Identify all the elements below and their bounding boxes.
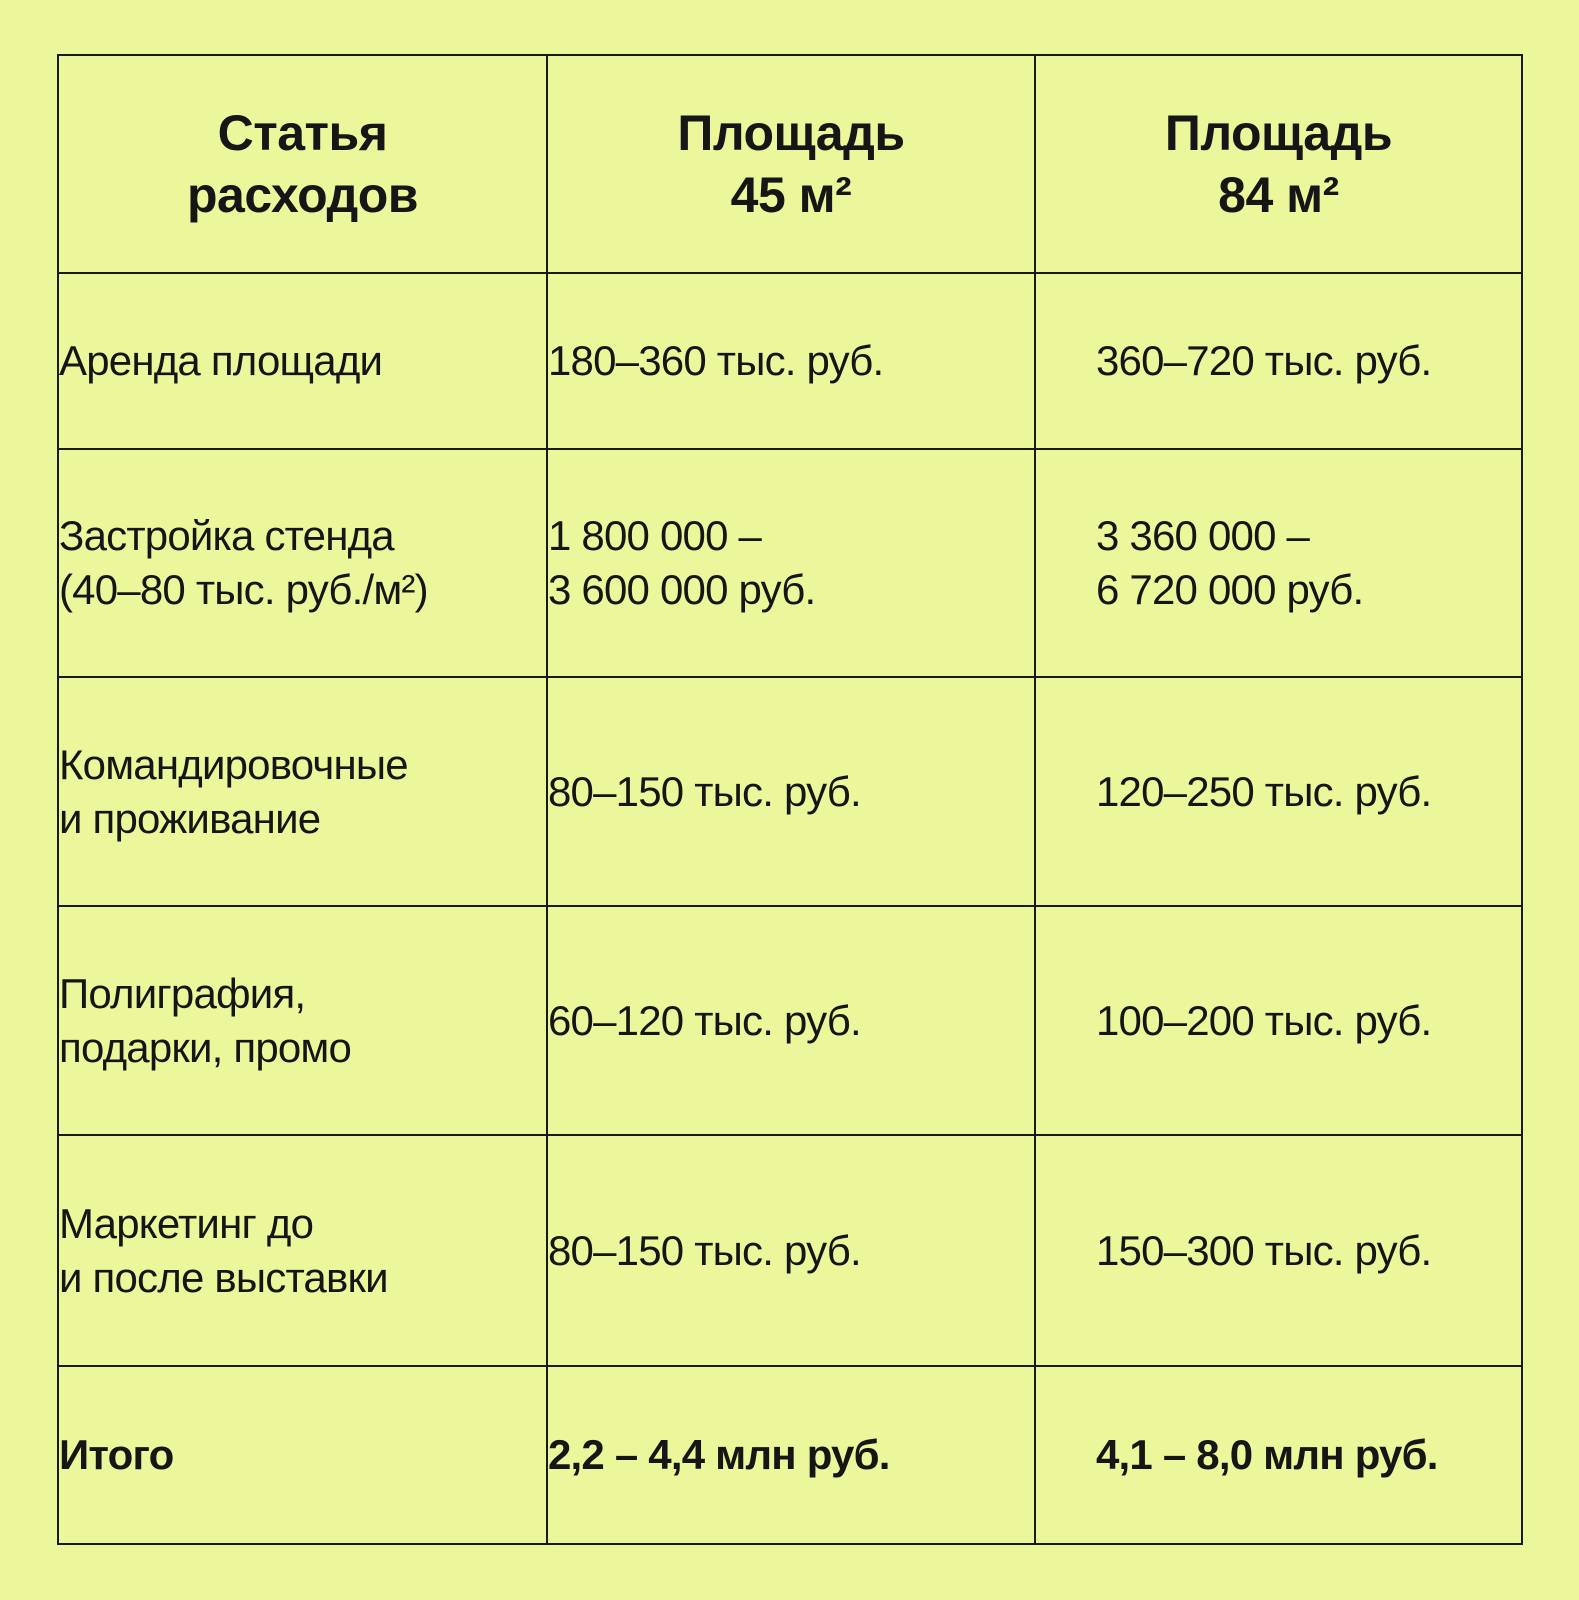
header-line: 45 м²	[730, 167, 852, 223]
cell-84	[1035, 273, 1522, 449]
row-label-line: Маркетинг до	[59, 1199, 314, 1247]
table-row-total	[58, 1366, 1522, 1544]
total-45: 2,2 – 4,4 млн руб.	[547, 1366, 1035, 1544]
row-label-line: Командировочные	[59, 740, 408, 788]
cell-45	[547, 906, 1035, 1135]
cell-value-line: 80–150 тыс. руб.	[548, 767, 861, 815]
table-row-rent	[58, 273, 1522, 449]
cell-45	[547, 677, 1035, 906]
row-label-line: Полиграфия,	[59, 969, 306, 1017]
row-label-line: (40–80 тыс. руб./м²)	[59, 566, 428, 613]
row-label	[58, 273, 547, 449]
cell-84	[1035, 906, 1522, 1135]
cell-value-line: 360–720 тыс. руб.	[1096, 337, 1432, 384]
row-label	[58, 449, 547, 677]
header-line: Площадь	[677, 105, 905, 161]
cell-value-line: 100–200 тыс. руб.	[1096, 996, 1432, 1044]
header-cell-expense-item	[58, 55, 547, 273]
row-label	[58, 906, 547, 1135]
cell-84	[1035, 677, 1522, 906]
cost-table-container	[57, 54, 1521, 1543]
cell-value-line: 150–300 тыс. руб.	[1096, 1226, 1432, 1274]
cell-value-line: 120–250 тыс. руб.	[1096, 767, 1432, 815]
table-row-printing	[58, 906, 1522, 1135]
table-row-travel	[58, 677, 1522, 906]
row-label-line: Аренда площади	[59, 337, 383, 384]
table-header-row	[58, 55, 1522, 273]
header-cell-area-45	[547, 55, 1035, 273]
cell-value-line: 60–120 тыс. руб.	[548, 996, 861, 1044]
cell-value-line: 180–360 тыс. руб.	[548, 337, 884, 384]
row-label-line: и после выставки	[59, 1253, 388, 1301]
row-label	[58, 677, 547, 906]
row-label-line: Застройка стенда	[59, 512, 394, 559]
table-row-marketing	[58, 1135, 1522, 1366]
header-line: 84 м²	[1218, 167, 1339, 223]
cell-value-line: 1 800 000 –	[548, 512, 762, 559]
total-84: 4,1 – 8,0 млн руб.	[1035, 1366, 1522, 1544]
row-label	[58, 1135, 547, 1366]
row-label-line: подарки, промо	[59, 1023, 352, 1071]
cell-value-line: 3 600 000 руб.	[548, 566, 816, 613]
row-label-line: и проживание	[59, 794, 321, 842]
cell-value-line: 6 720 000 руб.	[1096, 566, 1364, 613]
cost-table	[57, 54, 1523, 1545]
cell-value-line: 80–150 тыс. руб.	[548, 1226, 861, 1274]
header-line: расходов	[187, 167, 418, 223]
table-row-stand-construction	[58, 449, 1522, 677]
total-label: Итого	[58, 1366, 547, 1544]
cell-45	[547, 1135, 1035, 1366]
header-line: Площадь	[1164, 105, 1393, 161]
cell-84	[1035, 449, 1522, 677]
header-line: Статья	[217, 105, 388, 161]
cell-45	[547, 449, 1035, 677]
cell-value-line: 3 360 000 –	[1096, 512, 1310, 559]
cell-45	[547, 273, 1035, 449]
header-cell-area-84	[1035, 55, 1522, 273]
cell-84	[1035, 1135, 1522, 1366]
